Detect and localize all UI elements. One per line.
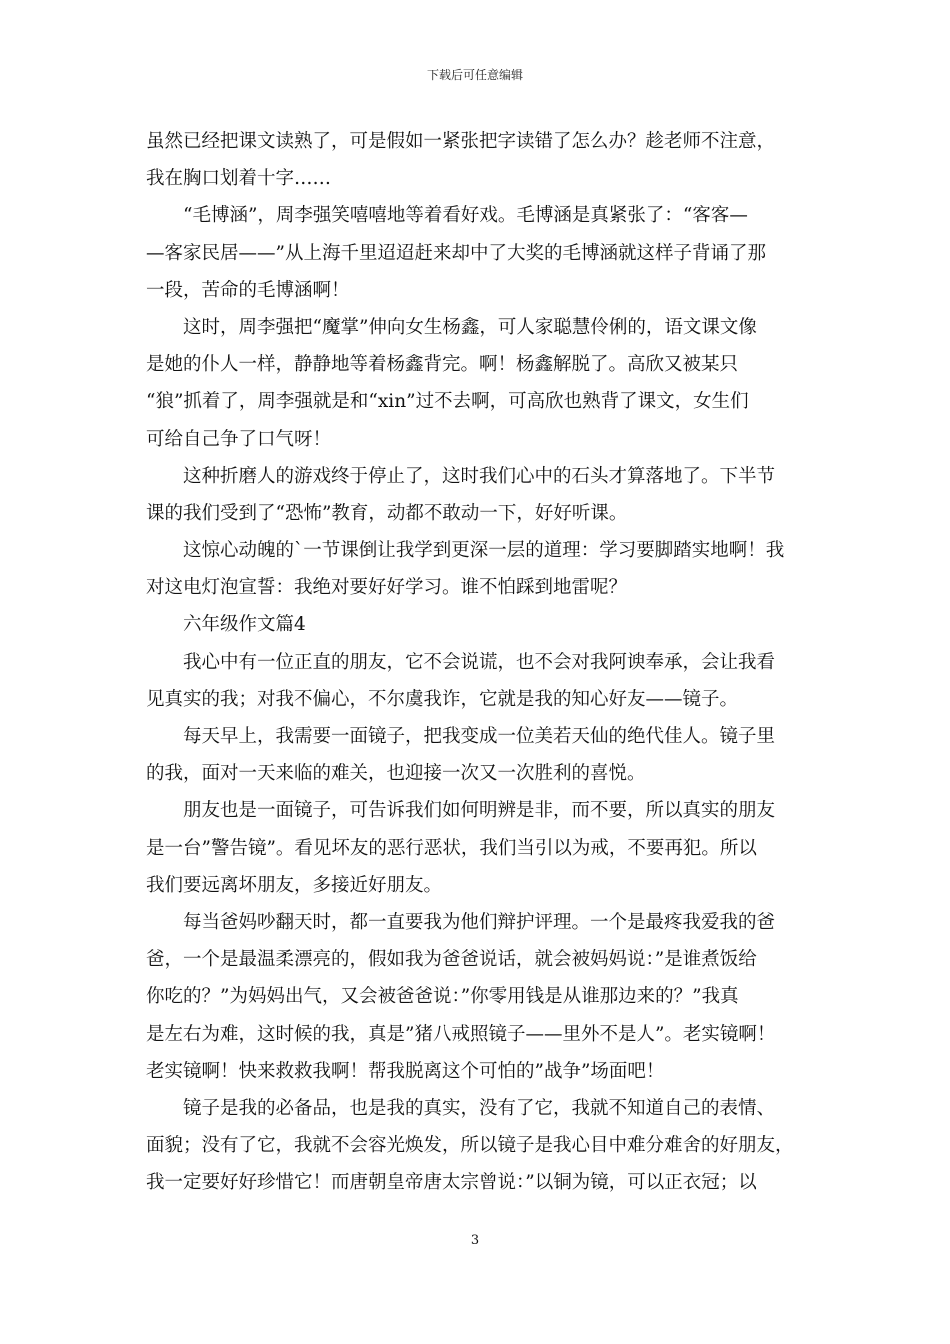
text-line: 可给自己争了口气呀！ [146,428,332,450]
page-number: 3 [470,1233,480,1248]
text-line: 是左右为难，这时候的我，真是”猪八戒照镜子——里外不是人”。老实镜啊！ [146,1023,776,1045]
text-line: 一段，苦命的毛博涵啊！ [146,279,350,301]
text-line: 这时，周李强把“魔掌”伸向女生杨鑫，可人家聪慧伶俐的，语文课文像 [183,316,757,338]
page-header: 下载后可任意编辑 [426,68,523,82]
text-line: 是她的仆人一样，静静地等着杨鑫背完。啊！杨鑫解脱了。高欣又被某只 [146,354,739,376]
text-line: 朋友也是一面镜子，可告诉我们如何明辨是非，而不要，所以真实的朋友 [183,800,776,822]
text-line: 我们要远离坏朋友，多接近好朋友。 [146,874,443,896]
text-line: 见真实的我；对我不偏心，不尔虞我诈，它就是我的知心好友——镜子。 [146,688,739,710]
text-line: —客家民居——”从上海千里迢迢赶来却中了大奖的毛博涵就这样子背诵了那 [146,242,766,264]
text-line: 每当爸妈吵翻天时，都一直要我为他们辩护评理。一个是最疼我爱我的爸 [183,911,776,933]
text-line: 的我，面对一天来临的难关，也迎接一次又一次胜利的喜悦。 [146,763,646,785]
text-line: 我一定要好好珍惜它！而唐朝皇帝唐太宗曾说：”以铜为镜，可以正衣冠；以 [146,1172,757,1194]
text-line: 每天早上，我需要一面镜子，把我变成一位美若天仙的绝代佳人。镜子里 [183,726,776,747]
text-line: 镜子是我的必备品，也是我的真实，没有了它，我就不知道自己的表情、 [183,1097,776,1119]
text-line: 是一台”警告镜”。看见坏友的恶行恶状，我们当引以为戒，不要再犯。所以 [146,837,757,859]
text-line: 对这电灯泡宣誓：我绝对要好好学习。谁不怕踩到地雷呢？ [146,577,628,599]
text-line: 我在胸口划着十字…… [146,168,332,190]
text-line: 六年级作文篇4 [183,614,306,636]
document-body [146,123,811,1201]
text-line: “毛博涵”，周李强笑嘻嘻地等着看好戏。毛博涵是真紧张了：“客客— [183,205,748,227]
text-line: 这种折磨人的游戏终于停止了，这时我们心中的石头才算落地了。下半节 [183,465,776,487]
text-line: 课的我们受到了“恐怖”教育，动都不敢动一下，好好听课。 [146,502,628,524]
text-line: 你吃的？”为妈妈出气，又会被爸爸说：”你零用钱是从谁那边来的？”我真 [146,986,739,1008]
text-line: 我心中有一位正直的朋友，它不会说谎，也不会对我阿谀奉承，会让我看 [183,651,776,673]
text-line: 面貌；没有了它，我就不会容光焕发，所以镜子是我心目中难分难舍的好朋友， [146,1135,794,1157]
text-line: 老实镜啊！快来救救我啊！帮我脱离这个可怕的”战争”场面吧！ [146,1060,665,1082]
text-line: 这惊心动魄的`一节课倒让我学到更深一层的道理：学习要脚踏实地啊！我 [183,540,785,562]
text-line: 虽然已经把课文读熟了，可是假如一紧张把字读错了怎么办？趁老师不注意， [146,131,776,152]
text-line: 爸，一个是最温柔漂亮的，假如我为爸爸说话，就会被妈妈说：”是谁煮饭给 [146,949,757,971]
text-line: “狼”抓着了，周李强就是和“xin”过不去啊，可高欣也熟背了课文，女生们 [146,391,749,413]
